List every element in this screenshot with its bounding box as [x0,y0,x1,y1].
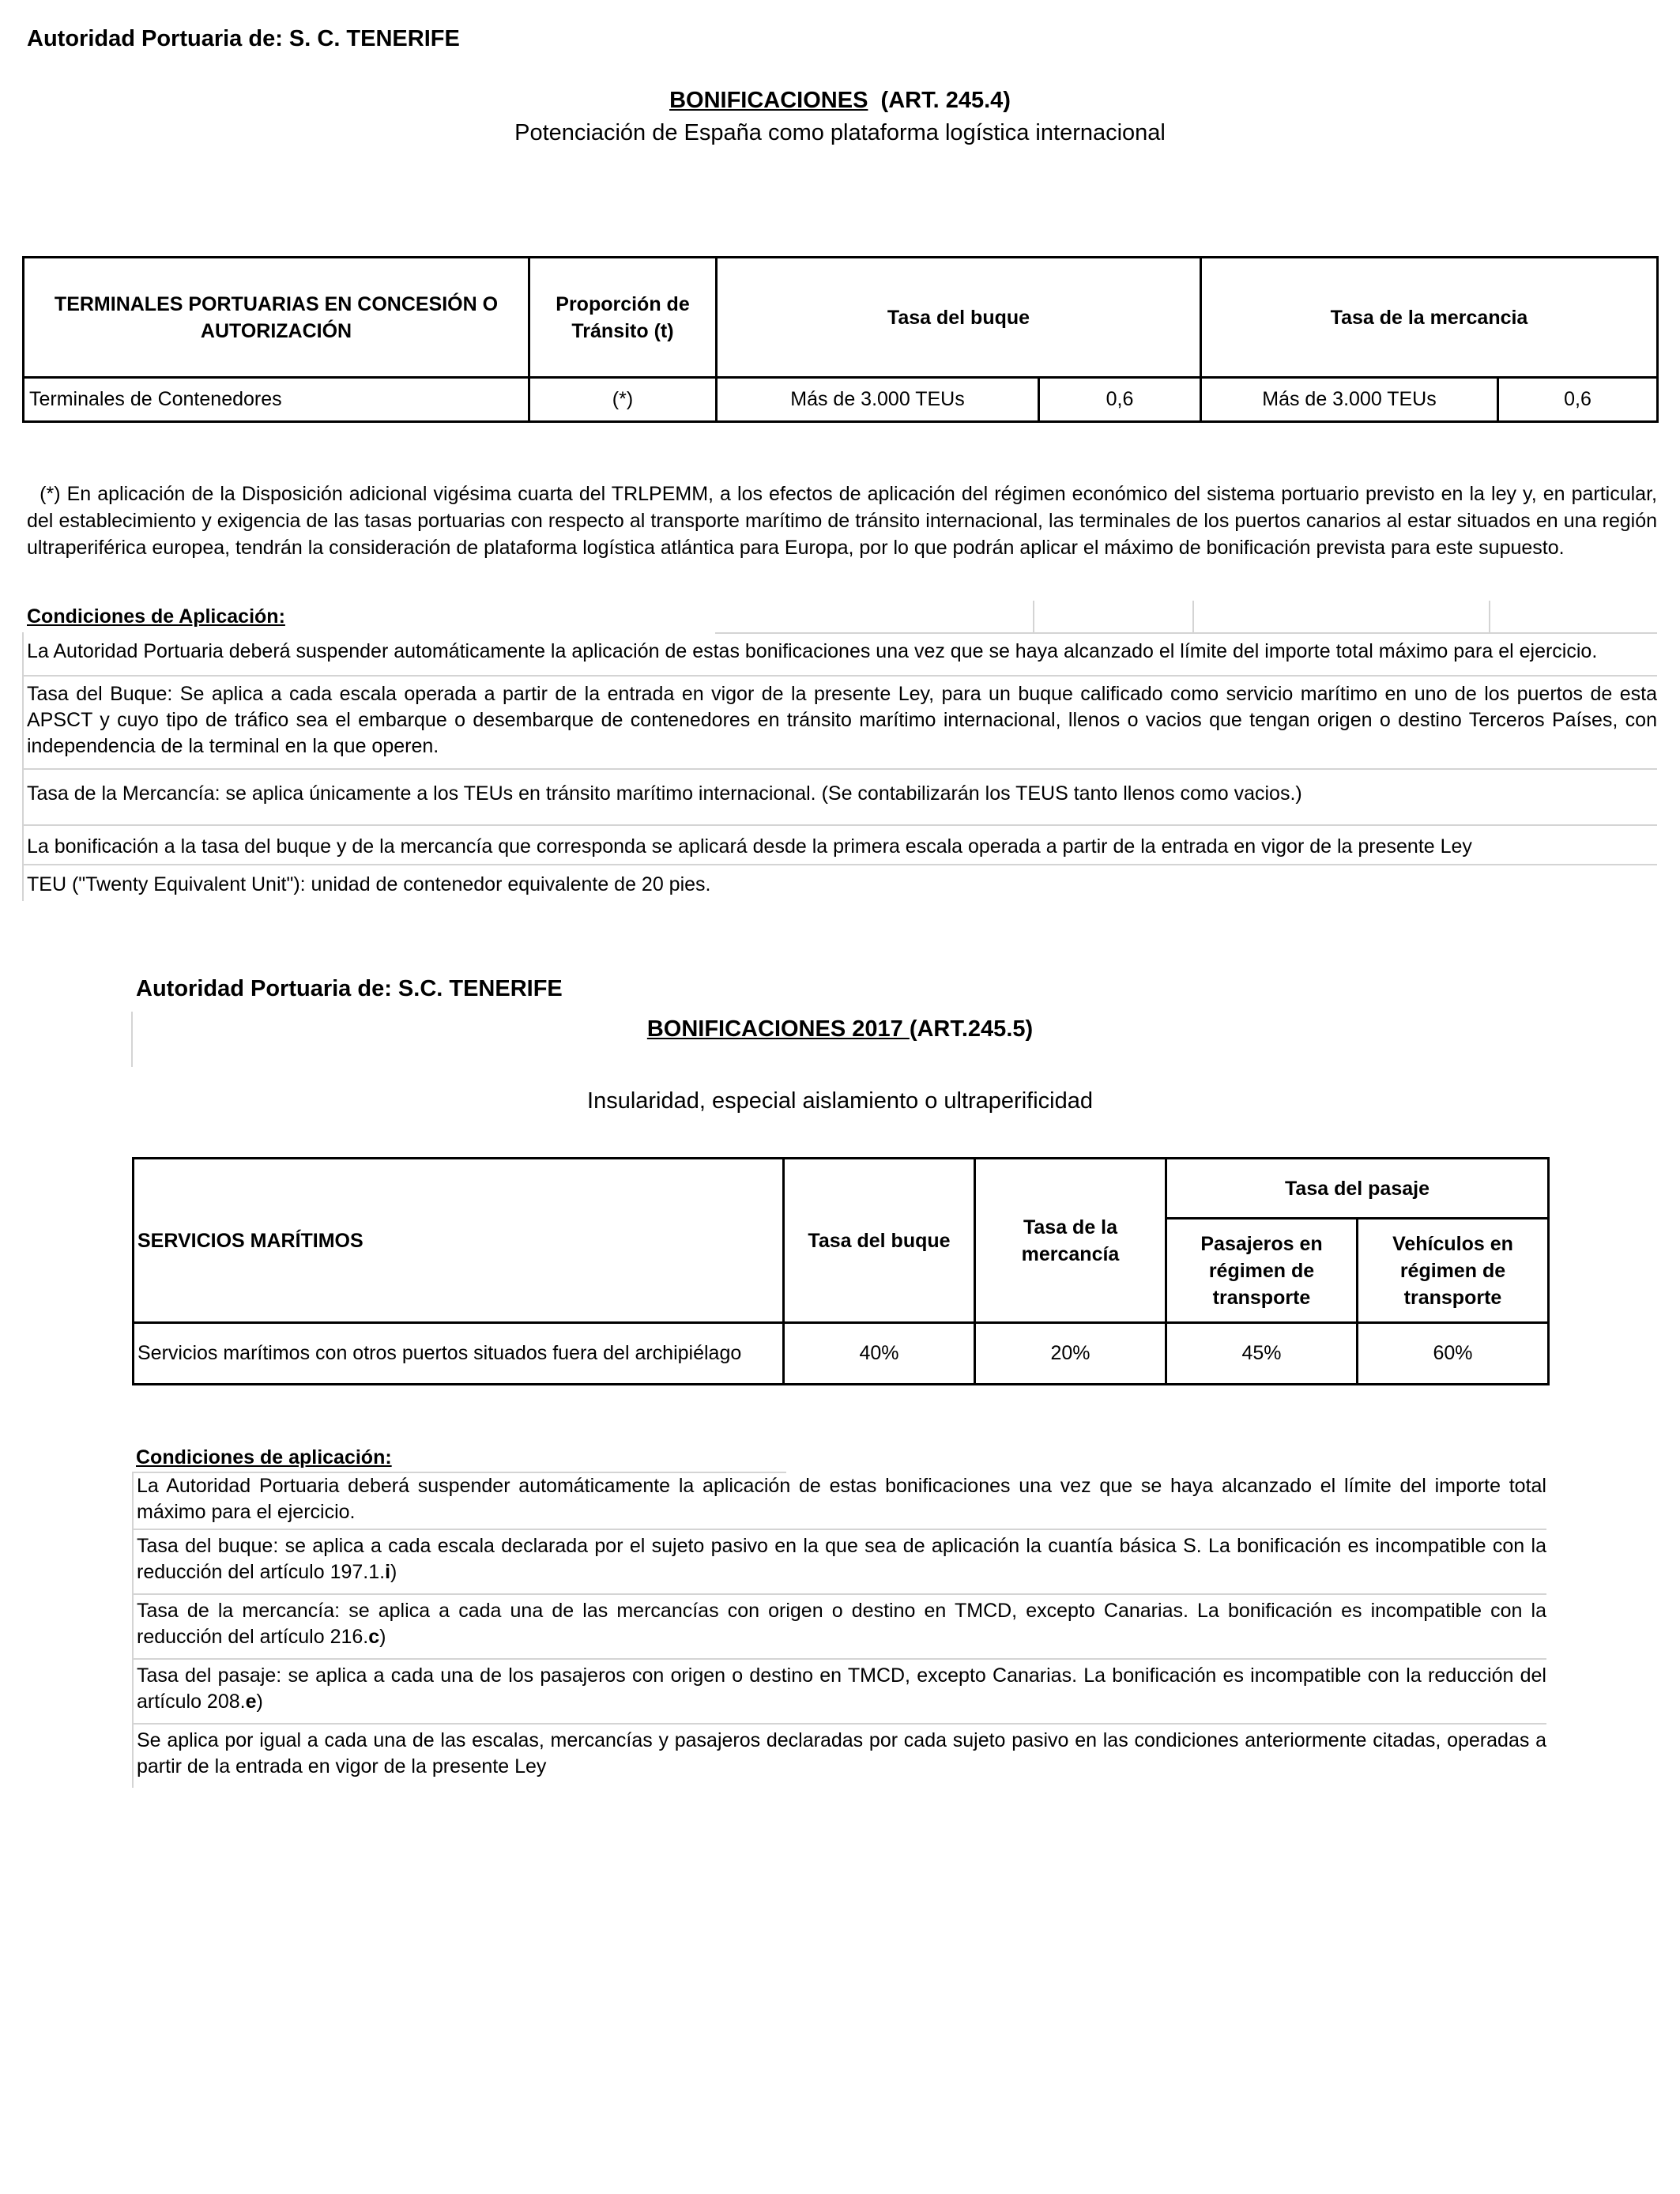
cell-ship-value: 0,6 [1039,378,1201,422]
condition-ref: c [368,1626,380,1648]
cell-proportion: (*) [529,378,717,422]
condition-text: Tasa de la mercancía: se aplica a cada una de las mercancías con origen o destino en TMCD, excepto Canarias. La bonificación es incompatible con la reducción del artículo 216. [137,1600,1546,1648]
grid-line [1489,601,1490,632]
header-ship-fee: Tasa del buque [717,258,1201,378]
condition-item [132,1723,1546,1780]
condition-text: La Autoridad Portuaria deberá suspender automáticamente la aplicación de estas bonificaciones una vez que se haya alcanzado el límite del importe total máximo para el ejercicio. [137,1475,1546,1523]
condition-item [132,1473,1546,1525]
header-proportion: Proporción de Tránsito (t) [529,258,717,378]
header-passengers: Pasajeros en régimen de transporte [1166,1219,1358,1323]
cell-ship-condition: Más de 3.000 TEUs [717,378,1039,422]
condition-item: La bonificación a la tasa del buque y de la mercancía que corresponda se aplicará desde la primera escala operada a partir de la entrada en vigor de la presente Ley [22,824,1657,860]
condition-item: Tasa de la Mercancía: se aplica únicamente a los TEUs en tránsito marítimo internacional. (Se contabilizarán los TEUS tanto llenos como vacios.) [22,768,1657,807]
header-vehicles: Vehículos en régimen de transporte [1358,1219,1549,1323]
table-header-row [134,1159,1549,1219]
maritime-services-table [132,1157,1550,1385]
header-ship-fee: Tasa del buque [784,1159,975,1323]
condition-ref: i [385,1561,391,1583]
port-authority-label-2: Autoridad Portuaria de: S.C. TENERIFE [136,976,563,1001]
grid-line [22,632,24,901]
condition-item: La Autoridad Portuaria deberá suspender automáticamente la aplicación de estas bonificaciones una vez que se haya alcanzado el límite del importe total máximo para el ejercicio. [27,640,1598,662]
condition-ref: e [245,1691,257,1713]
title-article: (ART. 245.4) [880,88,1011,113]
cell-goods: 20% [975,1323,1166,1385]
section-title-2 [0,1016,1680,1042]
condition-item: TEU ("Twenty Equivalent Unit"): unidad de contenedor equivalente de 20 pies. [22,864,1657,898]
header-passage-fee: Tasa del pasaje [1166,1159,1549,1219]
title-article-2: (ART.245.5) [909,1016,1034,1042]
table-header-row [24,258,1658,378]
title-main: BONIFICACIONES [669,88,868,113]
condition-item [132,1593,1546,1650]
header-terminals: TERMINALES PORTUARIAS EN CONCESIÓN O AUTORIZACIÓN [24,258,529,378]
grid-line [1033,601,1034,632]
header-goods-fee: Tasa de la mercancía [975,1159,1166,1323]
table-row [134,1323,1549,1385]
table-row [24,378,1658,422]
cell-service: Servicios marítimos con otros puertos situados fuera del archipiélago [134,1323,784,1385]
section-subtitle: Potenciación de España como plataforma logística internacional [514,120,1166,145]
cell-passengers: 45% [1166,1323,1358,1385]
cell-ship: 40% [784,1323,975,1385]
header-goods-fee: Tasa de la mercancia [1201,258,1658,378]
conditions-heading: Condiciones de Aplicación: [27,605,285,628]
header-services: SERVICIOS MARÍTIMOS [134,1159,784,1323]
title-main-2: BONIFICACIONES 2017 [646,1016,910,1042]
condition-tail: ) [256,1691,263,1713]
cell-goods-condition: Más de 3.000 TEUs [1201,378,1498,422]
condition-item [132,1658,1546,1715]
port-authority-label: Autoridad Portuaria de: S. C. TENERIFE [27,26,460,51]
cell-terminal: Terminales de Contenedores [24,378,529,422]
cell-vehicles: 60% [1358,1323,1549,1385]
footnote [27,481,1657,561]
section-subtitle-2: Insularidad, especial aislamiento o ultraperificidad [587,1088,1093,1114]
grid-line [715,632,1657,634]
condition-tail: ) [379,1626,386,1648]
terminals-table [22,256,1659,423]
condition-text: Tasa del buque: se aplica a cada escala declarada por el sujeto pasivo en la que sea de aplicación la cuantía básica S. La bonificación es incompatible con la reducción del artículo 197.1. [137,1535,1546,1583]
section-title [0,88,1680,114]
cell-goods-value: 0,6 [1498,378,1658,422]
condition-text: Se aplica por igual a cada una de las escalas, mercancías y pasajeros declaradas por cada sujeto pasivo en las condiciones anteriormente citadas, operadas a partir de la entrada en vigor de la presente Ley [137,1729,1546,1777]
footnote-text: (*) En aplicación de la Disposición adicional vigésima cuarta del TRLPEMM, a los efectos de aplicación del régimen económico del sistema portuario previsto en la ley y, en particular, del establecimiento y exigencia de las tasas portuarias con respecto al transporte marítimo de tránsito internacional, las terminales de los puertos canarios al estar situados en una región ultraperiférica europea, tendrán la consideración de plataforma logística atlántica para Europa, por lo que podrán aplicar el máximo de bonificación prevista para este supuesto. [27,483,1657,559]
condition-tail: ) [390,1561,397,1583]
conditions-heading-2: Condiciones de aplicación: [136,1446,392,1468]
condition-item [132,1529,1546,1585]
condition-item: Tasa del Buque: Se aplica a cada escala operada a partir de la entrada en vigor de la presente Ley, para un buque calificado como servicio marítimo en uno de los puertos de esta APSCT y cuyo tipo de tráfico sea el embarque o desembarque de contenedores en tránsito marítimo internacional, llenos o vacios que tengan origen o destino Terceros Países, con independencia de la terminal en la que operen. [22,675,1657,760]
condition-text: Tasa del pasaje: se aplica a cada una de los pasajeros con origen o destino en TMCD, excepto Canarias. La bonificación es incompatible con la reducción del artículo 208. [137,1664,1546,1713]
grid-line [1192,601,1194,632]
